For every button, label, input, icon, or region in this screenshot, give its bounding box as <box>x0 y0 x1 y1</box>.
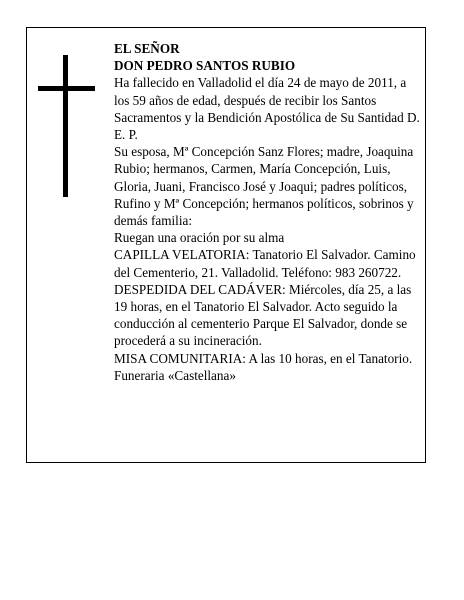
cross-icon-crossbar <box>38 86 95 91</box>
funeral-home: Funeraria «Castellana» <box>114 367 236 383</box>
death-info: Ha fallecido en Valladolid el día 24 de mayo de 2011, a los 59 años de edad, después de recibir los Santos Sacramentos y la Bendición Apostólica de Su Santidad D. E. P. <box>114 75 420 143</box>
notice-body <box>114 40 420 384</box>
family-list: Su esposa, Mª Concepción Sanz Flores; madre, Joaquina Rubio; hermanos, Carmen, María Concepción, Luis, Gloria, Juani, Francisco José y Joaqui; padres políticos, Rufino y Mª Concepción; hermanos políticos, sobrinos y demás familia: <box>114 144 414 229</box>
notice-title: EL SEÑOR <box>114 41 180 56</box>
prayer-request: Ruegan una oración por su alma <box>114 230 285 246</box>
mass-info: MISA COMUNITARIA: A las 10 horas, en el Tanatorio. <box>114 350 413 366</box>
cross-icon <box>63 55 68 197</box>
farewell-info: DESPEDIDA DEL CADÁVER: Miércoles, día 25, a las 19 horas, en el Tanatorio El Salvador. Acto seguido la conducción al cementerio Parque El Salvador, donde se procederá a su incineración. <box>114 281 412 349</box>
chapel-info: CAPILLA VELATORIA: Tanatorio El Salvador. Camino del Cementerio, 21. Valladolid. Teléfono: 983 260722. <box>114 247 416 280</box>
deceased-name: DON PEDRO SANTOS RUBIO <box>114 58 296 74</box>
